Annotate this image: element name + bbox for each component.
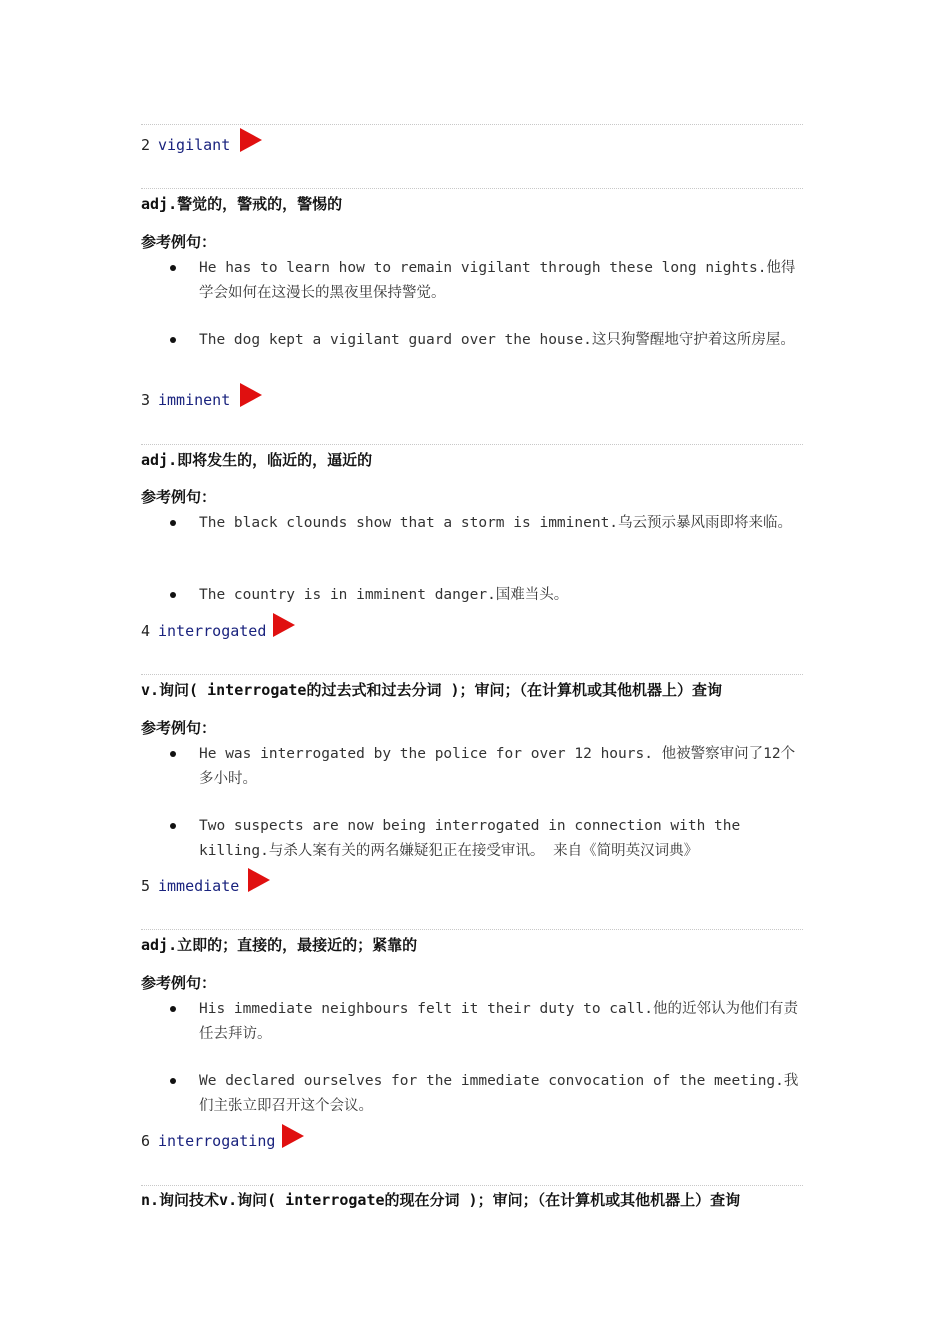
- divider: [141, 929, 803, 930]
- examples-label: 参考例句：: [141, 488, 217, 506]
- entry-header-immediate: [141, 865, 803, 905]
- example-sentence: The country is in imminent danger.国难当头。: [199, 587, 569, 603]
- bullet: [170, 1078, 176, 1084]
- entry-header-interrogating: [141, 1120, 803, 1160]
- definition: adj.警觉的，警戒的，警惕的: [141, 195, 343, 213]
- definition: adj.立即的；直接的，最接近的；紧靠的: [141, 936, 418, 954]
- entry-number: 3: [141, 391, 151, 409]
- example-sentence: The dog kept a vigilant guard over the house.这只狗警醒地守护着这所房屋。: [199, 332, 795, 348]
- play-audio-icon[interactable]: [273, 613, 295, 637]
- examples-label: 参考例句：: [141, 233, 217, 251]
- play-audio-icon[interactable]: [240, 128, 262, 152]
- bullet: [170, 751, 176, 757]
- bullet: [170, 520, 176, 526]
- example-sentence: He has to learn how to remain vigilant through these long nights.他得学会如何在这漫长的黑夜里保持警觉。: [199, 260, 796, 301]
- entry-word[interactable]: immediate: [158, 877, 240, 895]
- divider: [141, 1185, 803, 1186]
- example-sentence: We declared ourselves for the immediate convocation of the meeting.我们主张立即召开这个会议。: [199, 1073, 799, 1114]
- entry-word[interactable]: interrogating: [158, 1132, 276, 1150]
- example-sentence: He was interrogated by the police for over 12 hours. 他被警察审问了12个多小时。: [199, 746, 796, 787]
- bullet: [170, 592, 176, 598]
- example-sentence: Two suspects are now being interrogated in connection with the killing.与杀人案有关的两名嫌疑犯正在接受审讯。 来自《简明英汉词典》: [199, 818, 741, 859]
- divider: [141, 188, 803, 189]
- examples-label: 参考例句：: [141, 974, 217, 992]
- bullet: [170, 265, 176, 271]
- entry-word[interactable]: imminent: [158, 391, 231, 409]
- definition: adj.即将发生的，临近的，逼近的: [141, 451, 373, 469]
- play-audio-icon[interactable]: [282, 1124, 304, 1148]
- divider: [141, 674, 803, 675]
- entry-word[interactable]: vigilant: [158, 136, 231, 154]
- bullet: [170, 823, 176, 829]
- examples-label: 参考例句：: [141, 719, 217, 737]
- entry-number: 5: [141, 877, 151, 895]
- definition: v.询问( interrogate的过去式和过去分词 )；审问；（在计算机或其他机器上）查询: [141, 681, 723, 699]
- divider: [141, 124, 803, 125]
- divider: [141, 444, 803, 445]
- play-audio-icon[interactable]: [248, 868, 270, 892]
- entry-number: 2: [141, 136, 151, 154]
- example-sentence: The black clounds show that a storm is imminent.乌云预示暴风雨即将来临。: [199, 515, 793, 531]
- bullet: [170, 1006, 176, 1012]
- entry-number: 4: [141, 622, 151, 640]
- entry-number: 6: [141, 1132, 151, 1150]
- play-audio-icon[interactable]: [240, 383, 262, 407]
- example-sentence: His immediate neighbours felt it their duty to call.他的近邻认为他们有责任去拜访。: [199, 1001, 798, 1042]
- definition: n.询问技术v.询问( interrogate的现在分词 )；审问；（在计算机或其他机器上）查询: [141, 1191, 741, 1209]
- bullet: [170, 337, 176, 343]
- entry-header-interrogated: [141, 610, 803, 650]
- entry-word[interactable]: interrogated: [158, 622, 267, 640]
